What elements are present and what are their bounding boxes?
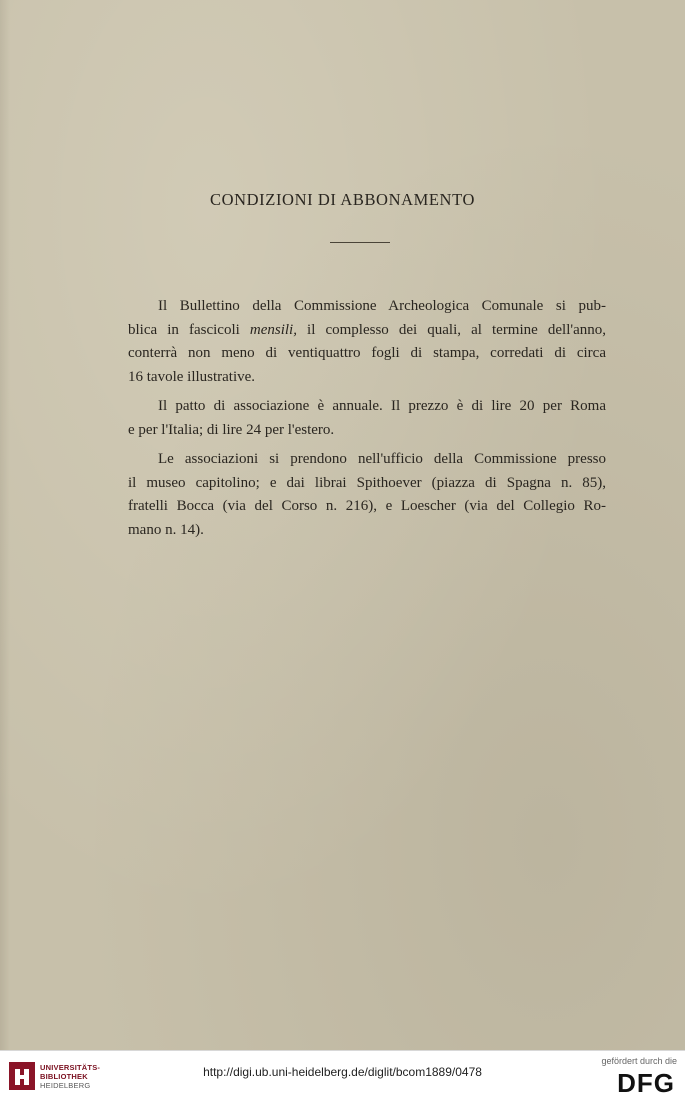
- text-line: 16 tavole illustrative.: [128, 368, 256, 385]
- body-text: [128, 295, 606, 542]
- text-line: il museo capitolino; e dai librai Spithoever (piazza di Spagna n. 85),: [128, 474, 606, 491]
- text-line: Il Bullettino della Commissione Archeologica Comunale si pub-: [158, 298, 606, 314]
- permalink-url[interactable]: http://digi.ub.uni-heidelberg.de/diglit/bcom1889/0478: [203, 1065, 482, 1079]
- text-span: blica in fascicoli: [128, 321, 250, 338]
- text-line: Il patto di associazione è annuale. Il prezzo è di lire 20 per Roma: [158, 398, 606, 414]
- text-line: [128, 319, 606, 343]
- paragraph-subscriptions-where: [128, 448, 606, 542]
- text-line: fratelli Bocca (via del Corso n. 216), e Loescher (via del Collegio Ro-: [128, 498, 606, 514]
- funding-caption: gefördert durch die: [601, 1056, 677, 1066]
- text-line: Le associazioni si prendono nell'ufficio della Commissione presso: [158, 451, 606, 467]
- footer-bar: [0, 1050, 685, 1101]
- italic-term: mensili,: [249, 321, 297, 338]
- page-heading: CONDIZIONI DI ABBONAMENTO: [210, 190, 475, 209]
- paragraph-price: [128, 395, 606, 442]
- library-name-line: UNIVERSITÄTS-: [40, 1063, 101, 1072]
- dfg-logo: DFG: [617, 1068, 675, 1098]
- text-span: il complesso dei quali, al termine dell'anno,: [296, 321, 606, 338]
- paragraph-subscription: [128, 295, 606, 389]
- text-line: e per l'Italia; di lire 24 per l'estero.: [128, 421, 335, 438]
- heading-divider: [330, 242, 390, 243]
- text-line: mano n. 14).: [128, 521, 204, 538]
- library-name-line: BIBLIOTHEK: [40, 1072, 88, 1081]
- text-line: conterrà non meno di ventiquattro fogli di stampa, corredati di circa: [128, 345, 606, 361]
- library-name-line: HEIDELBERG: [40, 1081, 91, 1090]
